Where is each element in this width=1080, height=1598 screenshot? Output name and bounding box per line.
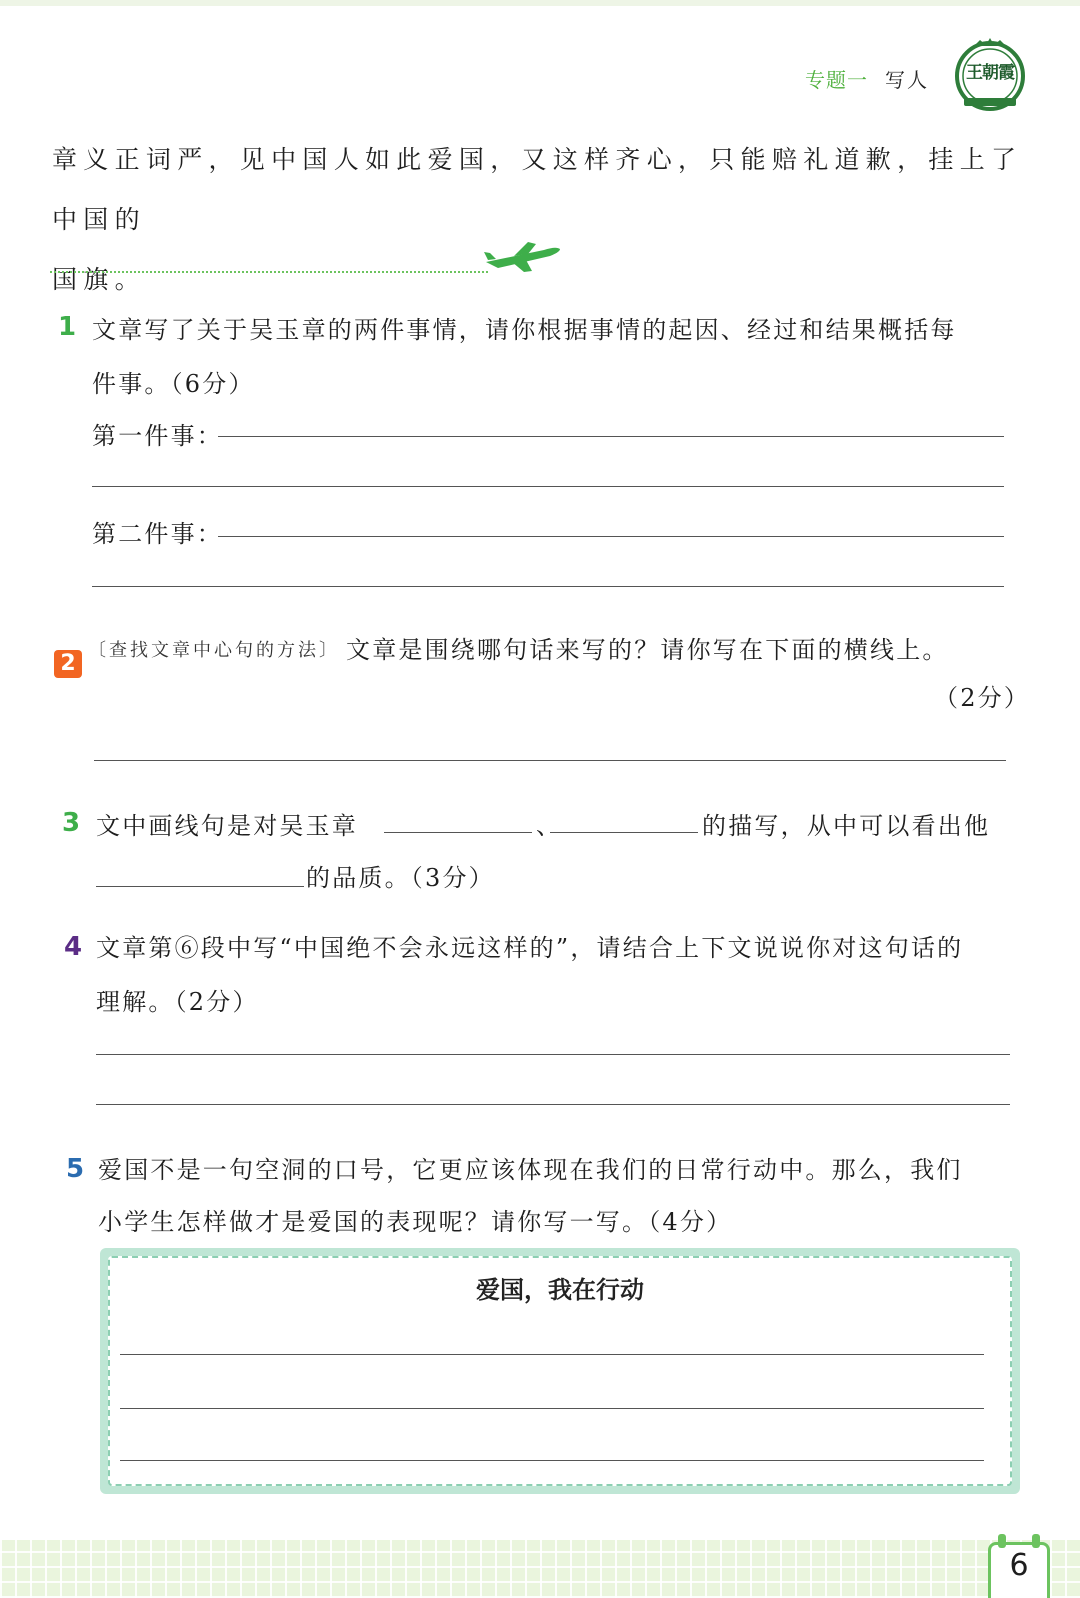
q3-blank-3[interactable] bbox=[96, 886, 304, 887]
dotted-divider bbox=[50, 271, 488, 273]
q1-text-line2: 件事。（6分） bbox=[92, 370, 255, 398]
q1-text-line1: 文章写了关于吴玉章的两件事情，请你根据事情的起因、经过和结果概括每 bbox=[92, 316, 957, 344]
q5-number: 5 bbox=[66, 1154, 85, 1184]
q1-first-label: 第一件事： bbox=[92, 422, 223, 450]
top-strip bbox=[0, 0, 1080, 6]
q2-number-badge: 2 bbox=[54, 650, 82, 678]
q1-answer-line-1[interactable] bbox=[218, 436, 1004, 437]
logo-text: 王朝霞 bbox=[966, 63, 1014, 83]
q4-number: 4 bbox=[64, 932, 83, 962]
q1-answer-line-4[interactable] bbox=[92, 586, 1004, 587]
q5-text-line2: 小学生怎样做才是爱国的表现呢？请你写一写。（4分） bbox=[98, 1208, 733, 1236]
passage-ending bbox=[52, 130, 1027, 310]
q4-text-line1: 文章第⑥段中写“中国绝不会永远这样的”，请结合上下文说说你对这句话的 bbox=[96, 934, 964, 962]
q2-answer-line[interactable] bbox=[94, 760, 1006, 761]
q5-answer-line-1[interactable] bbox=[120, 1354, 984, 1355]
q3-blank-2[interactable] bbox=[550, 832, 698, 833]
passage-line-1: 章义正词严，见中国人如此爱国，又这样齐心，只能赔礼道歉，挂上了中国的 bbox=[52, 145, 1023, 234]
q5-answer-line-3[interactable] bbox=[120, 1460, 984, 1461]
q1-answer-line-3[interactable] bbox=[218, 536, 1004, 537]
q2-score: （2分） bbox=[934, 684, 1031, 712]
q4-text-line2: 理解。（2分） bbox=[96, 988, 259, 1016]
q5-text-line1: 爱国不是一句空洞的口号，它更应该体现在我们的日常行动中。那么，我们 bbox=[98, 1156, 963, 1184]
q1-number: 1 bbox=[58, 312, 77, 342]
header-type: 写人 bbox=[885, 68, 929, 92]
q3-blank-1[interactable] bbox=[384, 832, 532, 833]
q2-method-tag: 〔查找文章中心句的方法〕 bbox=[88, 640, 340, 661]
q1-answer-line-2[interactable] bbox=[92, 486, 1004, 487]
q4-answer-line-1[interactable] bbox=[96, 1054, 1010, 1055]
header-topic: 专题一 bbox=[805, 68, 868, 92]
q1-second-label: 第二件事： bbox=[92, 520, 223, 548]
passage-line-2: 国旗。 bbox=[52, 265, 146, 294]
page-number: 6 bbox=[1009, 1548, 1029, 1583]
answer-box-title: 爱国，我在行动 bbox=[476, 1276, 644, 1304]
airplane-icon bbox=[484, 240, 564, 274]
footer-grid-band bbox=[0, 1540, 1080, 1598]
q3-text-d: 的品质。（3分） bbox=[306, 864, 495, 892]
q3-text-c: 的描写，从中可以看出他 bbox=[702, 812, 991, 840]
q3-text-a: 文中画线句是对吴玉章 bbox=[96, 812, 358, 840]
calendar-ring-icon bbox=[998, 1534, 1006, 1548]
calendar-ring-icon bbox=[1032, 1534, 1040, 1548]
q3-text-b: 、 bbox=[536, 812, 563, 840]
q3-number: 3 bbox=[62, 808, 81, 838]
q4-answer-line-2[interactable] bbox=[96, 1104, 1010, 1105]
q5-answer-line-2[interactable] bbox=[120, 1408, 984, 1409]
q2-text: 文章是围绕哪句话来写的？请你写在下面的横线上。 bbox=[346, 636, 949, 664]
